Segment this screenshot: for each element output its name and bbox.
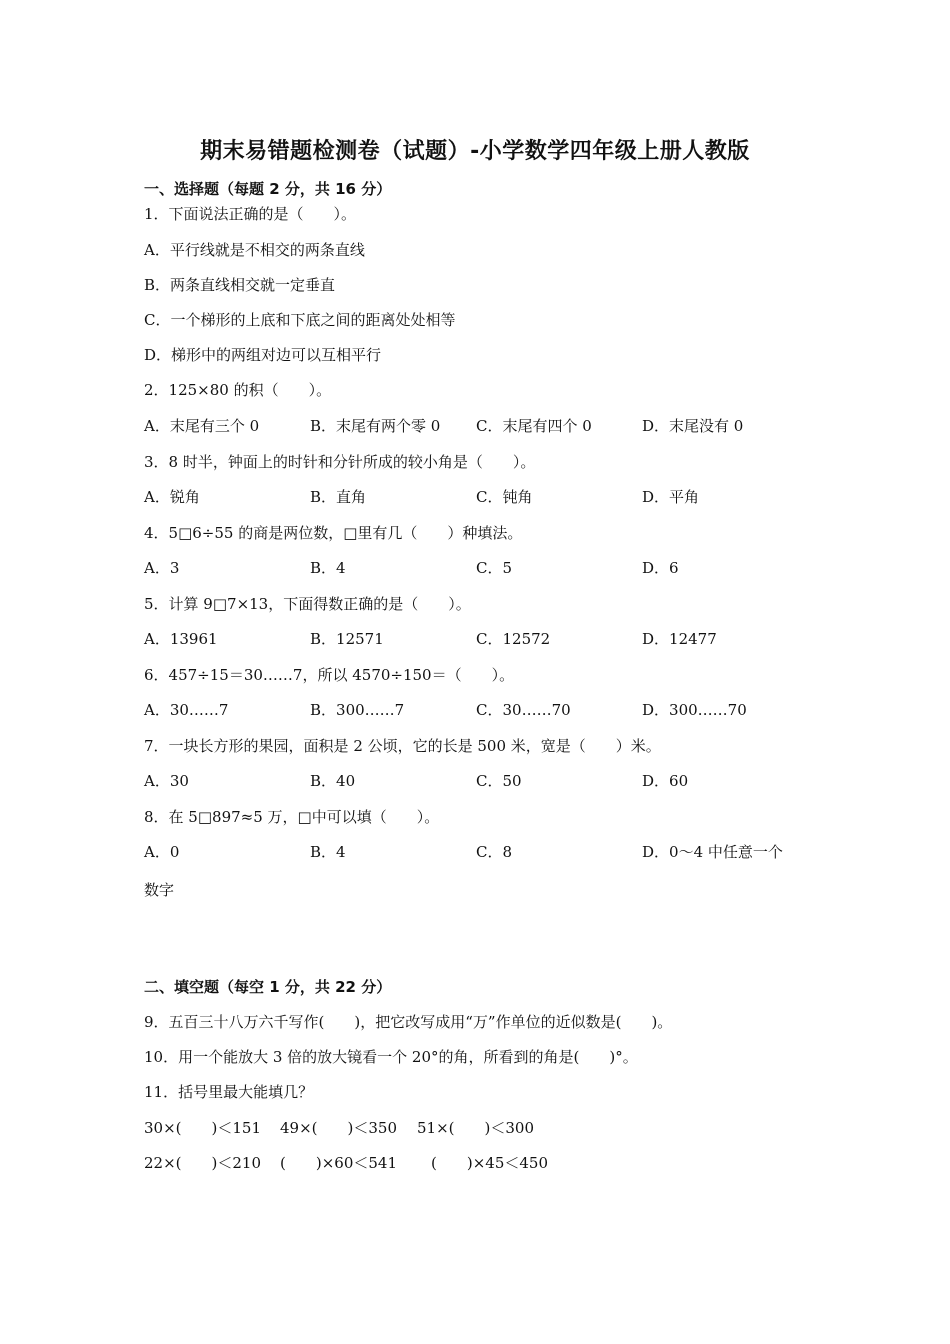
- q11-item-5: ( )×60＜541: [280, 1154, 397, 1172]
- q1-option-d: D．梯形中的两组对边可以互相平行: [144, 346, 382, 364]
- q6-option-b: B．300……7: [310, 701, 405, 719]
- question-9: 9．五百三十八万六千写作( )，把它改写成用“万”作单位的近似数是( )。: [144, 1013, 673, 1031]
- q3-option-b: B．直角: [310, 488, 367, 506]
- q3-option-a: A．锐角: [144, 488, 200, 506]
- q11-item-4: 22×( )＜210: [144, 1154, 261, 1172]
- q5-option-b: B．12571: [310, 630, 384, 648]
- q7-option-d: D．60: [642, 772, 689, 790]
- q1-option-c: C．一个梯形的上底和下底之间的距离处处相等: [144, 311, 456, 329]
- q8-option-b: B．4: [310, 843, 346, 861]
- q6-option-c: C．30……70: [476, 701, 571, 719]
- q2-option-c: C．末尾有四个 0: [476, 417, 592, 435]
- question-10: 10．用一个能放大 3 倍的放大镜看一个 20°的角，所看到的角是( )°。: [144, 1048, 638, 1066]
- q8-option-d: D．0～4 中任意一个: [642, 843, 783, 861]
- q7-option-c: C．50: [476, 772, 522, 790]
- q4-option-d: D．6: [642, 559, 679, 577]
- question-11: 11．括号里最大能填几？: [144, 1083, 314, 1101]
- page-title: 期末易错题检测卷（试题）-小学数学四年级上册人教版: [200, 139, 750, 164]
- q6-option-d: D．300……70: [642, 701, 747, 719]
- question-1: 1．下面说法正确的是（ ）。: [144, 205, 357, 223]
- q6-option-a: A．30……7: [144, 701, 229, 719]
- q7-option-a: A．30: [144, 772, 189, 790]
- question-8: 8．在 5□897≈5 万，□中可以填（ ）。: [144, 808, 440, 826]
- q5-option-a: A．13961: [144, 630, 218, 648]
- question-4: 4．5□6÷55 的商是两位数，□里有几（ ）种填法。: [144, 524, 523, 542]
- q8-option-d-wrap: 数字: [144, 881, 175, 899]
- q11-item-6: ( )×45＜450: [431, 1154, 548, 1172]
- question-5: 5．计算 9□7×13，下面得数正确的是（ ）。: [144, 595, 471, 613]
- q4-option-b: B．4: [310, 559, 346, 577]
- q1-option-b: B．两条直线相交就一定垂直: [144, 276, 336, 294]
- section-heading-fill: 二、填空题（每空 1 分，共 22 分）: [144, 978, 392, 996]
- question-7: 7．一块长方形的果园，面积是 2 公顷，它的长是 500 米，宽是（ ）米。: [144, 737, 661, 755]
- q2-option-a: A．末尾有三个 0: [144, 417, 260, 435]
- q5-option-d: D．12477: [642, 630, 717, 648]
- question-6: 6．457÷15＝30……7，所以 4570÷150＝（ ）。: [144, 666, 515, 684]
- q11-item-1: 30×( )＜151: [144, 1119, 261, 1137]
- q3-option-c: C．钝角: [476, 488, 533, 506]
- q11-item-3: 51×( )＜300: [417, 1119, 534, 1137]
- q7-option-b: B．40: [310, 772, 356, 790]
- section-heading-choice: 一、选择题（每题 2 分，共 16 分）: [144, 180, 392, 198]
- question-3: 3．8 时半，钟面上的时针和分针所成的较小角是（ ）。: [144, 453, 536, 471]
- q2-option-d: D．末尾没有 0: [642, 417, 744, 435]
- q8-option-c: C．8: [476, 843, 513, 861]
- q11-item-2: 49×( )＜350: [280, 1119, 397, 1137]
- q2-option-b: B．末尾有两个零 0: [310, 417, 441, 435]
- q4-option-a: A．3: [144, 559, 180, 577]
- q1-option-a: A．平行线就是不相交的两条直线: [144, 241, 365, 259]
- q4-option-c: C．5: [476, 559, 513, 577]
- question-2: 2．125×80 的积（ ）。: [144, 381, 332, 399]
- q8-option-a: A．0: [144, 843, 180, 861]
- q5-option-c: C．12572: [476, 630, 551, 648]
- q3-option-d: D．平角: [642, 488, 700, 506]
